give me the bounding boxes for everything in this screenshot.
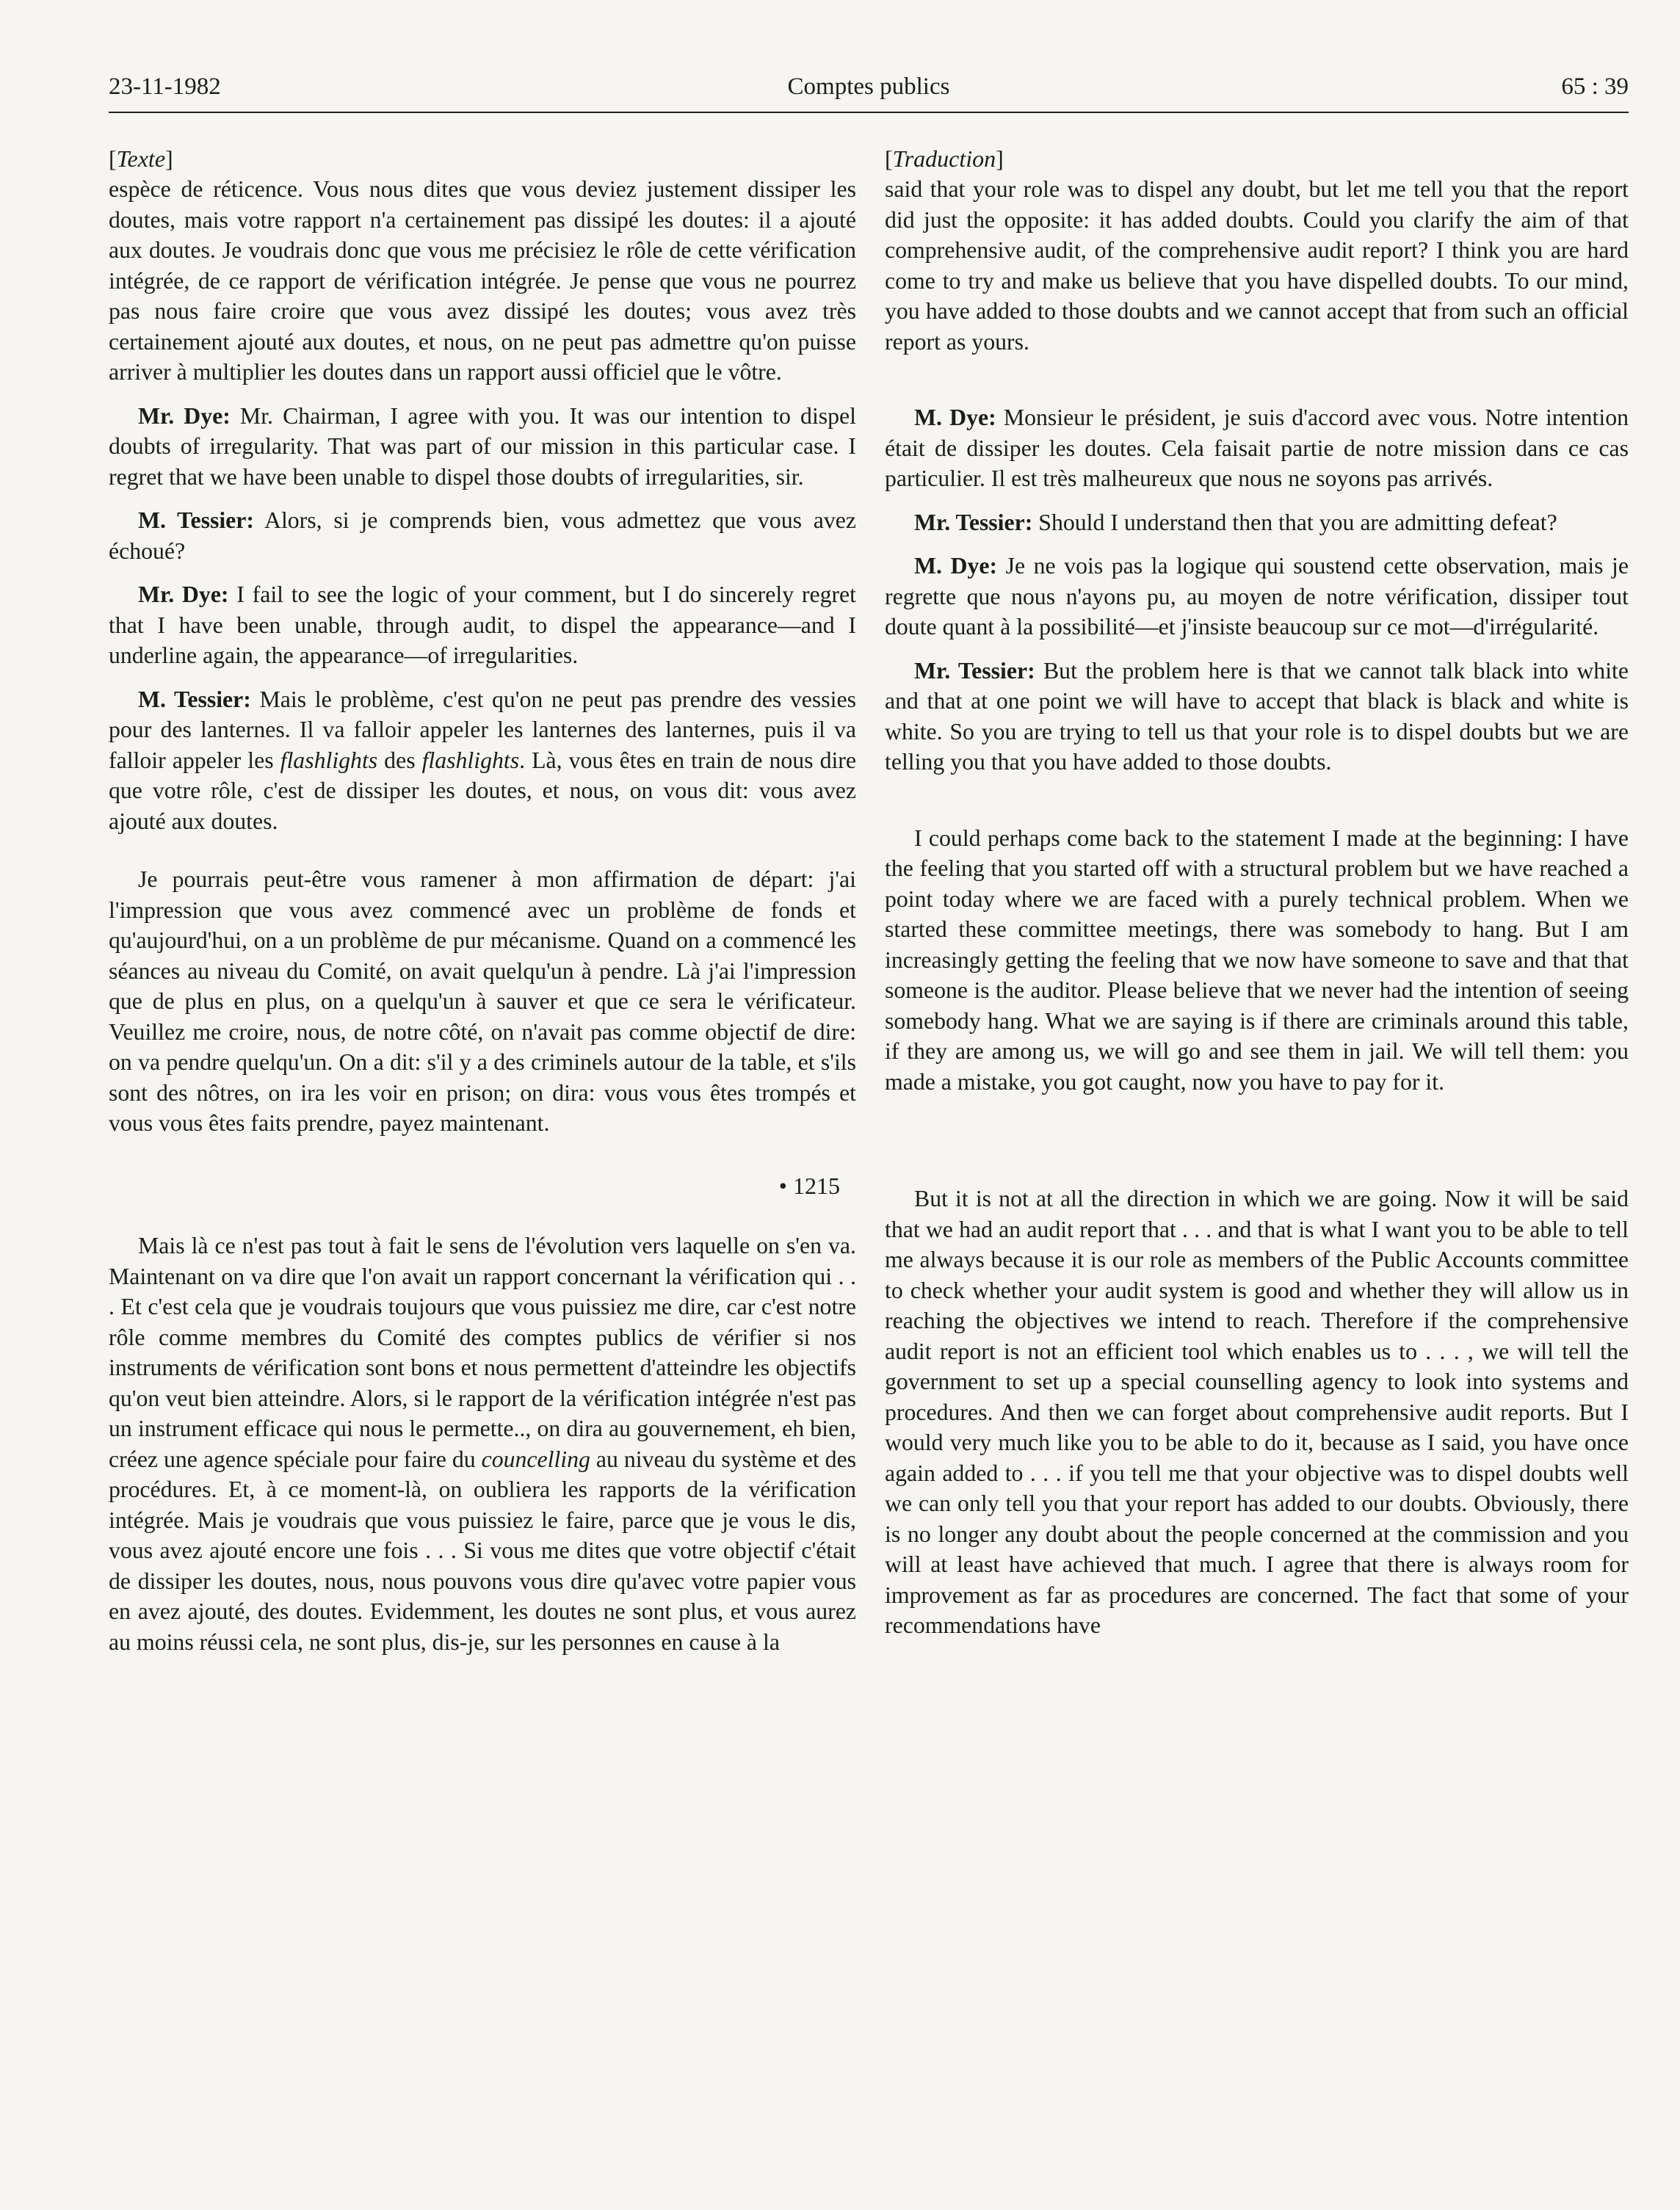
paragraph: Mr. Dye: Mr. Chairman, I agree with you. It was our intention to dispel doubts of irregularity. That was part of our mission in this particular case. I regret that we have been unable to dispel those doubts of irregularities, sir.	[109, 402, 857, 490]
paragraph: espèce de réticence. Vous nous dites que vous deviez justement dissiper les doutes, mais votre rapport n'a certainement pas dissipé les doutes: il a ajouté aux doutes. Je voudrais donc que vous me précisiez le rôle de cette vérification intégrée, de ce rapport de vérification intégrée. Je pense que vous ne pourrez pas nous faire croire que vous avez dissipé les doutes; vous avez très certainement ajouté aux doutes, et nous, on ne peut pas admettre qu'on puisse arriver à multiplier les doutes dans un rapport aussi officiel que le vôtre.	[109, 176, 856, 385]
paragraph: But it is not at all the direction in which we are going. Now it will be said that we had an audit report that . . . and that is what I want you to be able to tell me always because it is our role as members of the Public Accounts committee to check whether your audit system is good and whether they will allow us in reaching the objectives we intend to reach. Therefore if the comprehensive audit report is not an efficient tool which enables us to . . . , we will tell the government to set up a special counselling agency to look into systems and procedures. And then we can forget about comprehensive audit reports. But I would very much like you to be able to do it, because as I said, you have once again added to . . . if you tell me that your objective was to dispel doubts well we can only tell you that your report has added to our doubts. Obviously, there is no longer any doubt about the people concerned at the commission and you will at least have achieved that much. I agree that there is always room for improvement as far as procedures are concerned. The fact that some of your recommendations have	[885, 1186, 1629, 1638]
speaker-label: Mr. Tessier:	[914, 509, 1033, 535]
paragraph: Mr. Dye: I fail to see the logic of your comment, but I do sincerely regret that I have been unable, through audit, to dispel the appearance—and I underline again, the appearance—of irregularities.	[109, 582, 857, 668]
speaker-label: Mr. Dye:	[138, 582, 229, 607]
speaker-label: M. Tessier:	[138, 507, 254, 533]
speaker-label: M. Dye:	[914, 405, 996, 430]
paragraph: Je pourrais peut-être vous ramener à mon affirmation de départ: j'ai l'impression que vous avez commencé avec un problème de fonds et qu'aujourd'hui, on a un problème de pur mécanisme. Quand on a commencé les séances au niveau du Comité, on avait quelqu'un à pendre. Là j'ai l'impression que de plus en plus, on a quelqu'un à sauver et que ce sera le vérificateur. Veuillez me croire, nous, de notre côté, on n'avait pas comme objectif de dire: on va pendre quelqu'un. On a dit: s'il y a des criminels autour de la table, et s'ils sont des nôtres, on ira les voir en prison; on dira: vous vous êtes trompés et vous vous êtes faits prendre, payez maintenant.	[109, 866, 856, 1136]
paragraph: M. Tessier: Alors, si je comprends bien, vous admettez que vous avez échoué?	[109, 507, 856, 564]
time-marker: • 1215	[778, 1172, 840, 1199]
header-date: 23-11-1982	[109, 73, 221, 100]
speaker-label: M. Dye:	[914, 553, 998, 579]
section-tag-traduction: [Traduction]	[885, 145, 1004, 172]
right-column	[885, 144, 1629, 1641]
paragraph: Mais là ce n'est pas tout à fait le sens de l'évolution vers laquelle on s'en va. Maintenant on va dire que l'on avait un rapport concernant la vérification qui . . . Et c'est cela que je voudrais toujours que vous puissiez me dire, car c'est notre rôle comme membres du Comité des comptes publics de vérifier si nos instruments de vérification sont bons et nous permettent d'atteindre les objectifs qu'on veut bien atteindre. Alors, si le rapport de la vérification intégrée n'est pas un instrument efficace qui nous le permette.., on dira au gouvernement, eh bien, créez une agence spéciale pour faire du councelling au niveau du système et des procédures. Et, à ce moment-là, on oubliera les rapports de la vérification intégrée. Mais je voudrais que vous puissiez le faire, parce que je vous le dis, vous avez ajouté encore une fois . . . Si vous me dites que votre objectif c'était de dissiper les doutes, nous, nous pouvons vous dire qu'avec votre papier vous en avez ajouté, des doutes. Evidemment, les doutes ne sont plus, et vous aurez au moins réussi cela, ne sont plus, dis-je, sur les personnes en cause à la	[109, 1233, 856, 1655]
left-column	[109, 144, 856, 1657]
paragraph: said that your role was to dispel any doubt, but let me tell you that the report did just the opposite: it has added doubts. Could you clarify the aim of that comprehensive audit, of the comprehensive audit report? I think you are hard come to try and make us believe that you have dispelled doubts. To our mind, you have added to those doubts and we cannot accept that from such an official report as yours.	[885, 176, 1629, 355]
running-header	[109, 70, 1629, 113]
speaker-label: Mr. Dye:	[138, 402, 231, 429]
section-tag-texte: [Texte]	[109, 145, 173, 172]
speaker-label: Mr. Tessier:	[914, 657, 1035, 684]
speaker-label: M. Tessier:	[138, 686, 251, 712]
paragraph: Mr. Tessier: But the problem here is that we cannot talk black into white and that at one point we will have to accept that black is black and white is white. So you are trying to tell us that your role is to dispel doubts but we are telling you that you have added to those doubts.	[885, 657, 1629, 775]
paragraph: M. Dye: Je ne vois pas la logique qui soustend cette observation, mais je regrette que nous n'ayons pu, au moyen de notre vérification, dissiper tout doute quant à la possibilité—et j'insiste beaucoup sur ce mot—d'irrégularité.	[885, 553, 1629, 640]
paragraph: Mr. Tessier: Should I understand then that you are admitting defeat?	[914, 509, 1557, 535]
paragraph: M. Dye: Monsieur le président, je suis d'accord avec vous. Notre intention était de dissiper les doutes. Cela faisait partie de notre mission dans ce cas particulier. Il est très malheureux que nous ne soyons pas arrivés.	[885, 405, 1629, 491]
header-page-number: 65 : 39	[1561, 73, 1629, 100]
paragraph: I could perhaps come back to the statement I made at the beginning: I have the feeling that you started off with a structural problem but we have reached a point today where we are faced with a purely technical problem. When we started these committee meetings, there was somebody to hang. But I am increasingly getting the feeling that we now have someone to save and that that someone is the auditor. Please believe that we never had the intention of seeing somebody hang. What we are saying is if there are criminals around this table, if they are among us, we will go and see them in jail. We will tell them: you made a mistake, you got caught, now you have to pay for it.	[885, 825, 1629, 1095]
paragraph: M. Tessier: Mais le problème, c'est qu'on ne peut pas prendre des vessies pour des lanternes. Il va falloir appeler les lanternes des lanternes, puis il va falloir appeler les flashlights des flashlights. Là, vous êtes en train de nous dire que votre rôle, c'est de dissiper les doutes, et nous, on vous dit: vous avez ajouté aux doutes.	[109, 686, 857, 834]
header-title: Comptes publics	[787, 73, 950, 100]
